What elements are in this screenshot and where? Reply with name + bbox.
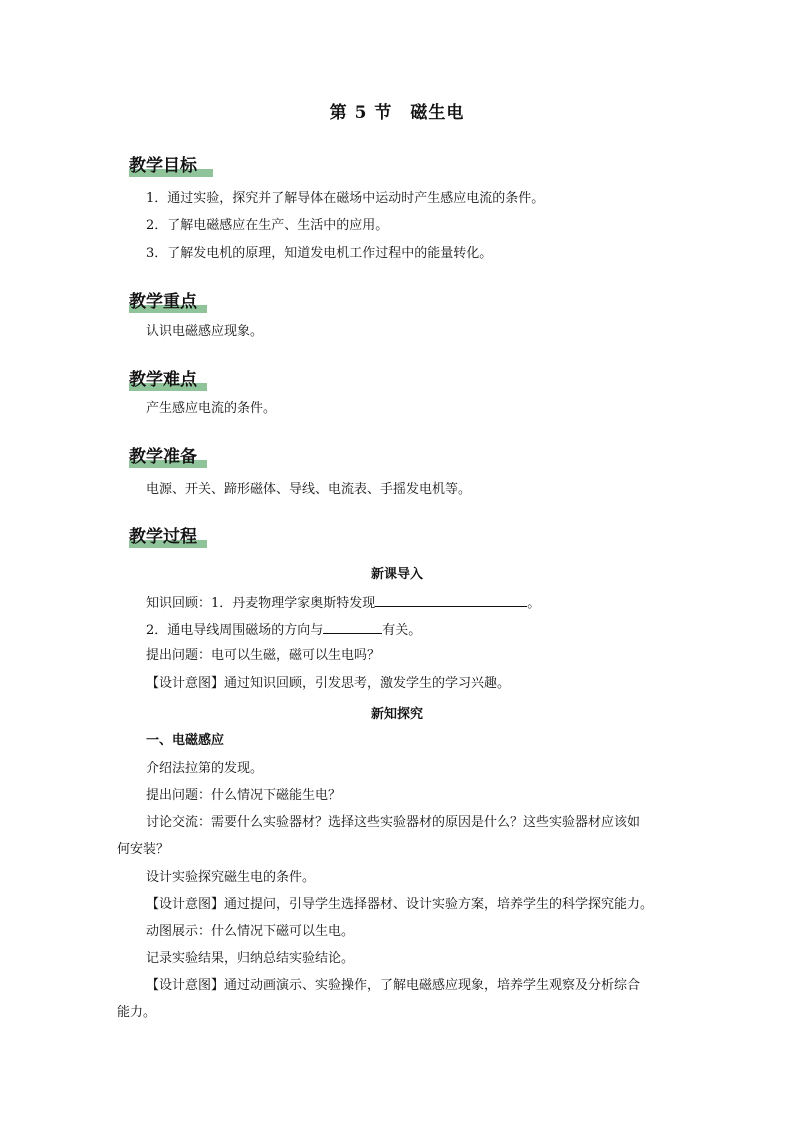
explore-line: 能力。 bbox=[117, 1005, 157, 1020]
heading-process-text: 教学过程 bbox=[129, 527, 197, 547]
review-line-1 bbox=[146, 593, 540, 613]
review-prefix: 知识回顾：1．丹麦物理学家奥斯特发现 bbox=[146, 596, 376, 611]
explore-line: 设计实验探究磁生电的条件。 bbox=[146, 870, 316, 885]
review-line-2 bbox=[146, 620, 421, 640]
heading-key-points-text: 教学重点 bbox=[129, 292, 197, 312]
key-points-text: 认识电磁感应现象。 bbox=[146, 324, 264, 339]
heading-goals bbox=[129, 151, 197, 175]
heading-key-points bbox=[129, 287, 197, 311]
fill-blank bbox=[323, 620, 382, 634]
explore-line: 何安装？ bbox=[117, 842, 170, 857]
heading-preparation-text: 教学准备 bbox=[129, 447, 197, 467]
heading-process bbox=[129, 522, 197, 546]
review2-suffix: 有关。 bbox=[382, 623, 422, 638]
explore-line: 讨论交流：需要什么实验器材？选择这些实验器材的原因是什么？这些实验器材应该如 bbox=[146, 815, 641, 830]
explore-line: 记录实验结果，归纳总结实验结论。 bbox=[146, 951, 355, 966]
intro-design: 【设计意图】通过知识回顾，引发思考，激发学生的学习兴趣。 bbox=[146, 676, 511, 691]
heading-goals-text: 教学目标 bbox=[129, 156, 197, 176]
goal-item-3: 3．了解发电机的原理，知道发电机工作过程中的能量转化。 bbox=[146, 246, 493, 261]
intro-question: 提出问题：电可以生磁，磁可以生电吗？ bbox=[146, 648, 381, 663]
subtitle-intro: 新课导入 bbox=[370, 567, 423, 582]
review-suffix: 。 bbox=[527, 596, 541, 611]
explore-line: 提出问题：什么情况下磁能生电？ bbox=[146, 788, 342, 803]
explore-line: 【设计意图】通过动画演示、实验操作，了解电磁感应现象，培养学生观察及分析综合 bbox=[146, 978, 641, 993]
preparation-text: 电源、开关、蹄形磁体、导线、电流表、手摇发电机等。 bbox=[146, 482, 472, 497]
page-title: 第 5 节 磁生电 bbox=[329, 103, 465, 123]
goal-item-1: 1．通过实验，探究并了解导体在磁场中运动时产生感应电流的条件。 bbox=[146, 191, 545, 206]
explore-line: 动图展示：什么情况下磁可以生电。 bbox=[146, 924, 355, 939]
heading-difficulties-text: 教学难点 bbox=[129, 370, 197, 390]
review2-prefix: 2．通电导线周围磁场的方向与 bbox=[146, 623, 324, 638]
difficulties-text: 产生感应电流的条件。 bbox=[146, 401, 277, 416]
explore-line: 介绍法拉第的发现。 bbox=[146, 761, 264, 776]
part1-title: 一、电磁感应 bbox=[146, 733, 225, 748]
goal-item-2: 2．了解电磁感应在生产、生活中的应用。 bbox=[146, 218, 389, 233]
heading-preparation bbox=[129, 442, 197, 466]
heading-difficulties bbox=[129, 365, 197, 389]
explore-line: 【设计意图】通过提问，引导学生选择器材、设计实验方案，培养学生的科学探究能力。 bbox=[146, 897, 654, 912]
fill-blank bbox=[375, 593, 527, 607]
subtitle-explore: 新知探究 bbox=[370, 707, 423, 722]
